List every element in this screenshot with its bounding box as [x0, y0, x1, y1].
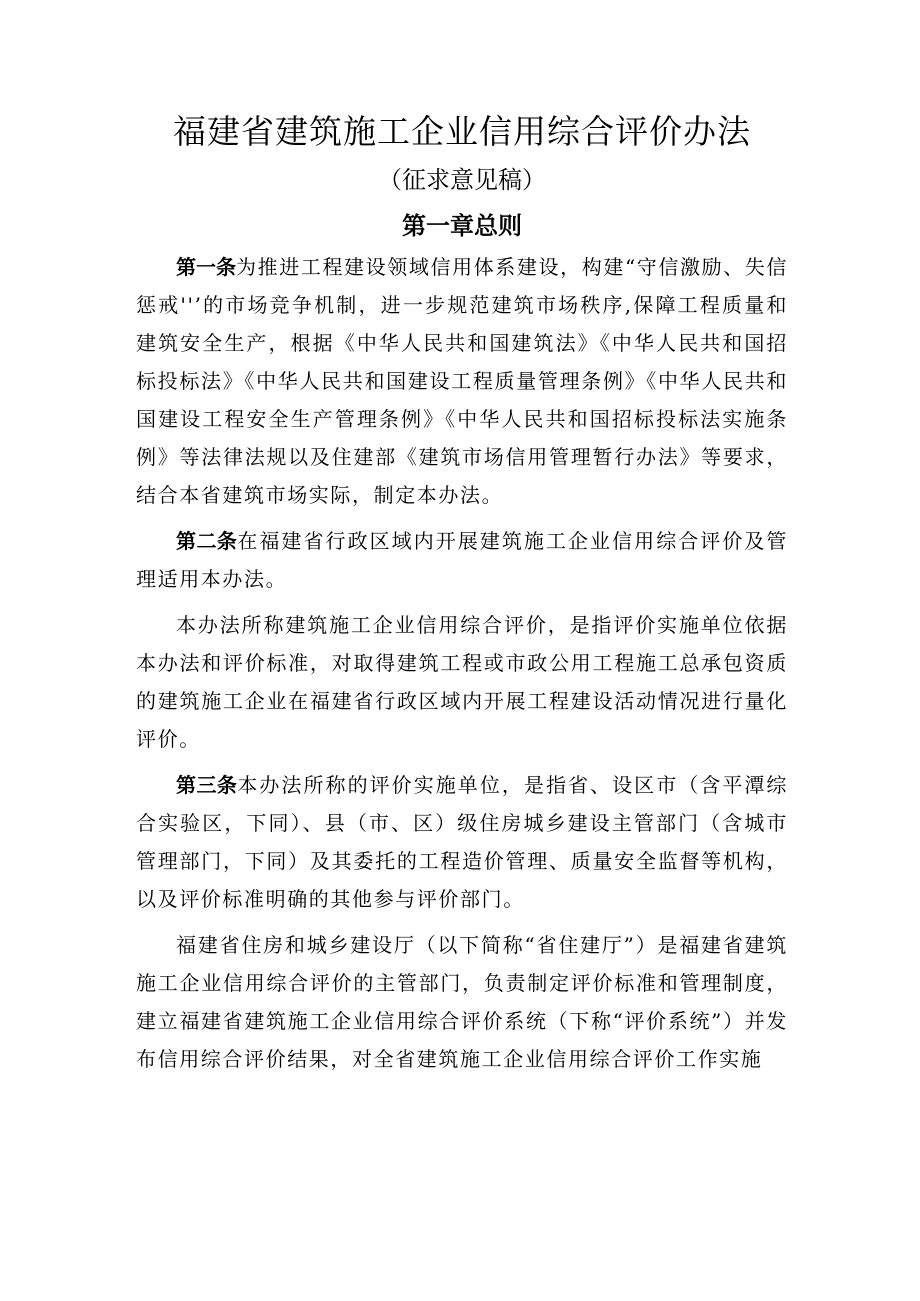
article-3-paragraph: [136, 766, 788, 918]
article-2-paragraph: [136, 522, 788, 598]
article-text: 为推进工程建设领域信用体系建设，构建“守信激励、失信惩戒''’的市场竞争机制，进一步规范建筑市场秩序,保障工程质量和建筑安全生产，根据《中华人民共和国建筑法》《中华人民共和国招标投标法》《中华人民共和国建设工程质量管理条例》《中华人民共和国建设工程安全生产管理条例》《中华人民共和国招标投标法实施条例》等法律法规以及住建部《建筑市场信用管理暂行办法》等要求，结合本省建筑市场实际，制定本办法。: [136, 255, 789, 507]
paragraph-text: 本办法所称建筑施工企业信用综合评价，是指评价实施单位依据本办法和评价标准，对取得建筑工程或市政公用工程施工总承包资质的建筑施工企业在福建省行政区域内开展工程建设活动情况进行量化评价。: [136, 613, 788, 751]
article-label: 第三条: [176, 773, 238, 797]
article-text: 本办法所称的评价实施单位，是指省、设区市（含平潭综合实验区，下同）、县（市、区）级住房城乡建设主管部门（含城市管理部门，下同）及其委托的工程造价管理、质量安全监督等机构，以及评价标准明确的其他参与评价部门。: [136, 773, 789, 911]
document-title: 福建省建筑施工企业信用综合评价办法: [173, 112, 751, 151]
article-label: 第一条: [176, 255, 237, 279]
article-2-definition-paragraph: [136, 606, 788, 758]
paragraph-text: 福建省住房和城乡建设厅（以下简称“省住建厅”）是福建省建筑施工企业信用综合评价的主管部门，负责制定评价标准和管理制度，建立福建省建筑施工企业信用综合评价系统（下称“评价系统”）并发布信用综合评价结果，对全省建筑施工企业信用综合评价工作实施: [136, 933, 788, 1071]
article-1-paragraph: [136, 248, 788, 514]
article-3-authority-paragraph: [136, 926, 788, 1078]
document-subtitle: （征求意见稿）: [378, 166, 546, 194]
article-label: 第二条: [176, 529, 238, 553]
article-text: 在福建省行政区域内开展建筑施工企业信用综合评价及管理适用本办法。: [136, 529, 789, 591]
chapter-heading: 第一章总则: [402, 212, 522, 240]
